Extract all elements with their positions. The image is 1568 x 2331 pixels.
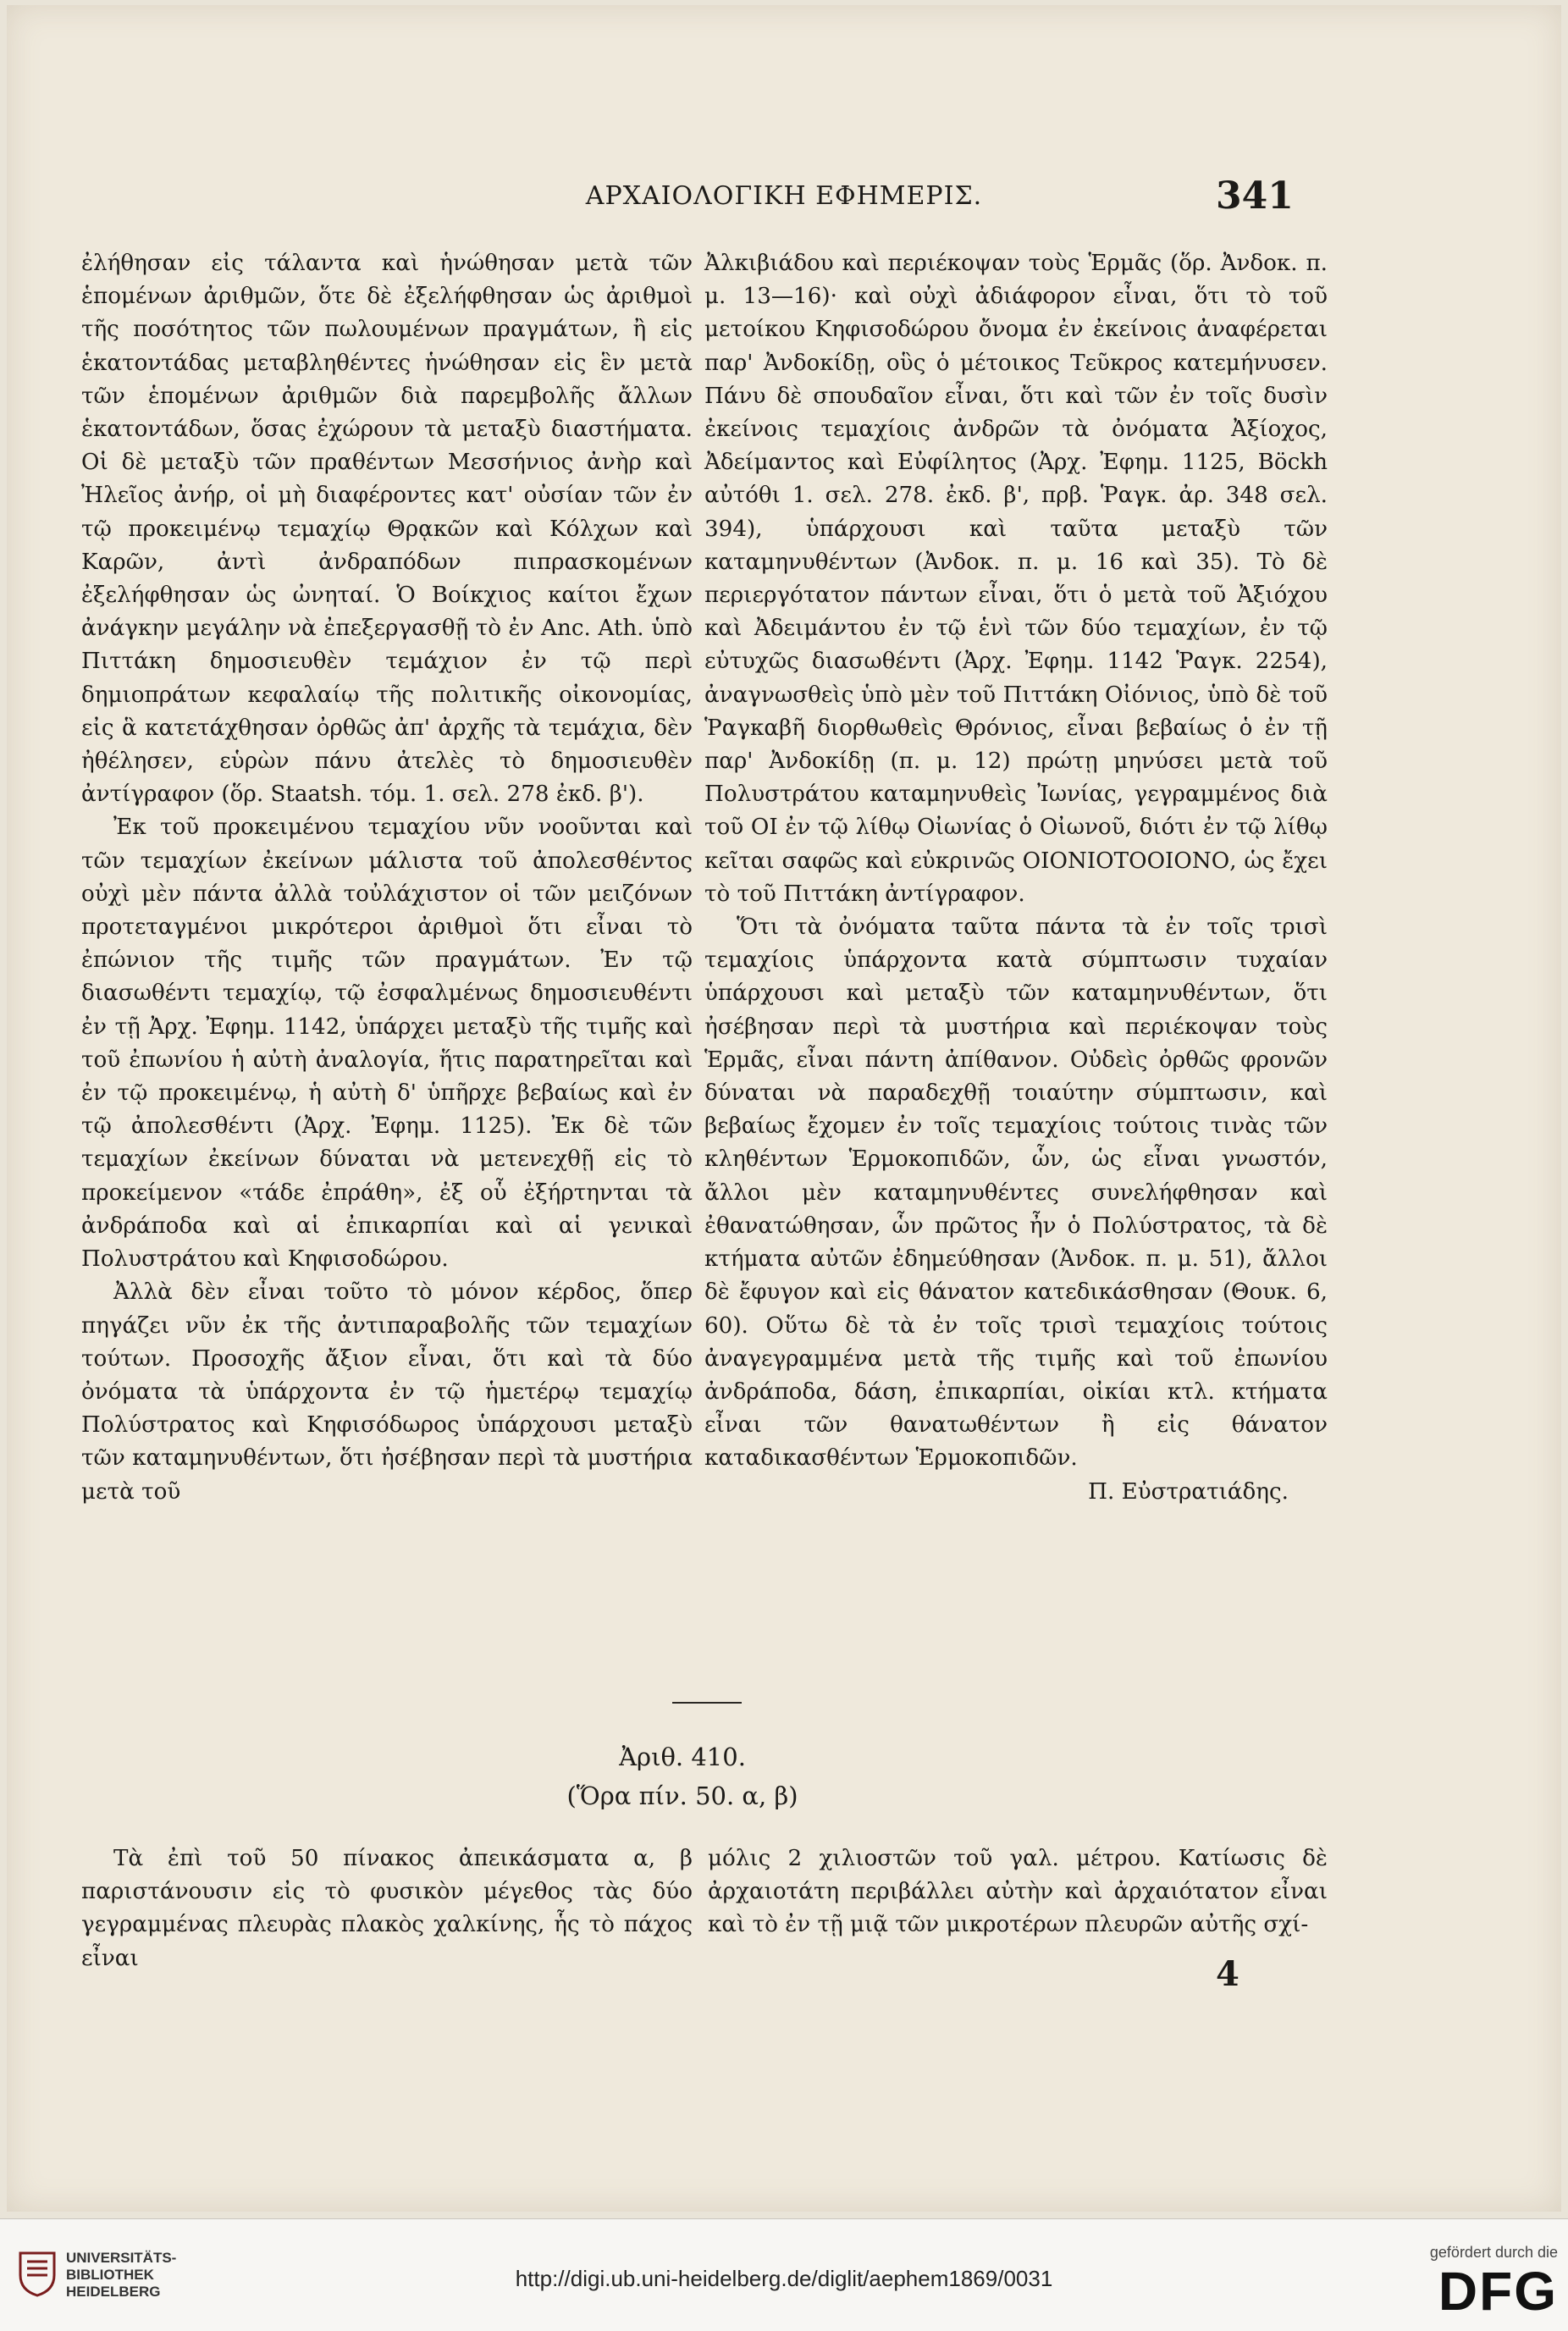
- left-column: [81, 247, 693, 1509]
- paragraph: μόλις 2 χιλιοστῶν τοῦ γαλ. μέτρου. Κατίωσις δὲ ἀρχαιοτάτη περιβάλλει αὐτὴν καὶ ἀρχαιότατον εἶναι καὶ τὸ ἐν τῇ μιᾷ τῶν μικροτέρων πλευρῶν αὐτῆς σχί-: [708, 1846, 1328, 1938]
- paragraph: Ὅτι τὰ ὀνόματα ταῦτα πάντα τὰ ἐν τοῖς τρισὶ τεμαχίοις ὑπάρχοντα κατὰ σύμπτωσιν τυχαίαν ὑπάρχουσι καὶ μεταξὺ τῶν καταμηνυθέντων, ὅτι ἠσέβησαν περὶ τὰ μυστήρια καὶ περιέκοψαν τοὺς Ἑρμᾶς, εἶναι πάντη ἀπίθανον. Οὐδεὶς ὀρθῶς φρονῶν δύναται νὰ παραδεχθῇ τοιαύτην σύμπτωσιν, καὶ βεβαίως ἔχομεν ἐν τοῖς τεμαχίοις τούτοις τινὰς τῶν κληθέντων Ἑρμοκοπιδῶν, ὧν, ὡς εἶναι γνωστόν, ἄλλοι μὲν καταμηνυθέντες συνελήφθησαν καὶ ἐθανατώθησαν, ὧν πρῶτος ἦν ὁ Πολύστρατος, τὰ δὲ κτήματα αὐτῶν ἐδημεύθησαν (Ἀνδοκ. π. μ. 51), ἄλλοι δὲ ἔφυγον καὶ εἰς θάνατον κατεδικάσθησαν (Θουκ. 6, 60). Οὕτω δὲ τὰ ἐν τοῖς τρισὶ τεμαχίοις τούτοις ἀναγεγραμμένα μετὰ τῆς τιμῆς καὶ τοῦ ἐπωνίου ἀνδράποδα, δάση, ἐπικαρπίαι, οἰκίαι κτλ. κτήματα εἶναι τῶν θανατωθέντων ἢ εἰς θάνατον καταδικασθέντων Ἑρμοκοπιδῶν.: [704, 914, 1328, 1472]
- institution-line: HEIDELBERG: [66, 2284, 161, 2300]
- paragraph: Ἀλκιβιάδου καὶ περιέκοψαν τοὺς Ἑρμᾶς (ὅρ. Ἀνδοκ. π. μ. 13—16)· καὶ οὐχὶ ἀδιάφορον εἶναι, ὅτι τὸ τοῦ μετοίκου Κηφισοδώρου ὄνομα ἐν ἐκείνοις ἀναφέρεται παρ' Ἀνδοκίδῃ, οὓς ὁ μέτοικος Τεῦκρος κατεμήνυσεν. Πάνυ δὲ σπουδαῖον εἶναι, ὅτι καὶ τῶν ἐν τοῖς δυσὶν ἐκείνοις τεμαχίοις ἀνδρῶν τὰ ὀνόματα Ἀξίοχος, Ἀδείμαντος καὶ Εὐφίλητος (Ἀρχ. Ἐφημ. 1125, Böckh αὐτόθι 1. σελ. 278. ἐκδ. β', πρβ. Ῥαγκ. ἀρ. 348 σελ. 394), ὑπάρχουσι καὶ ταῦτα μεταξὺ τῶν καταμηνυθέντων (Ἀνδοκ. π. μ. 16 καὶ 35). Τὸ δὲ περιεργότατον πάντων εἶναι, ὅτι ὁ μετὰ τοῦ Ἀξιόχου καὶ Ἀδειμάντου ἐν τῷ ἑνὶ τῶν δύο τεμαχίων, ἐν τῷ εὐτυχῶς διασωθέντι (Ἀρχ. Ἐφημ. 1142 Ῥαγκ. 2254), ἀναγνωσθεὶς ὑπὸ μὲν τοῦ Πιττάκη Οἰόνιος, ὑπὸ δὲ τοῦ Ῥαγκαβῆ διορθωθεὶς Θρόνιος, εἶναι βεβαίως ὁ ἐν τῇ παρ' Ἀνδοκίδῃ (π. μ. 12) πρώτῃ μηνύσει μετὰ τοῦ Πολυστράτου καταμηνυθεὶς Ἰωνίας, γεγραμμένος διὰ τοῦ ΟΙ ἐν τῷ λίθῳ Οἰωνίας ὁ Οἰωνοῦ, διότι ἐν τῷ λίθῳ κεῖται σαφῶς καὶ εὐκρινῶς ΟΙΟΝΙΟΤΟΟΙΟΝΟ, ὡς ἔχει τὸ τοῦ Πιττάκη ἀντίγραφον.: [704, 251, 1328, 907]
- paragraph: Ἀλλὰ δὲν εἶναι τοῦτο τὸ μόνον κέρδος, ὅπερ πηγάζει νῦν ἐκ τῆς ἀντιπαραβολῆς τῶν τεμαχίων τούτων. Προσοχῆς ἄξιον εἶναι, ὅτι καὶ τὰ δύο ὀνόματα τὰ ὑπάρχοντα ἐν τῷ ἡμετέρῳ τεμαχίῳ Πολύστρατος καὶ Κηφισόδωρος ὑπάρχουσι μεταξὺ τῶν καταμηνυθέντων, ὅτι ἠσέβησαν περὶ τὰ μυστήρια μετὰ τοῦ: [81, 1279, 693, 1505]
- institution-line: BIBLIOTHEK: [66, 2267, 154, 2283]
- running-title: ΑΡΧΑΙΟΛΟΓΙΚΗ ΕΦΗΜΕΡΙΣ.: [585, 181, 983, 211]
- article-left-column: [81, 1842, 693, 1975]
- article-number: Ἀριθ. 410.: [619, 1743, 746, 1771]
- journal-page: [7, 5, 1561, 2212]
- plate-reference: (Ὅρα πίν. 50. α, β): [566, 1781, 798, 1810]
- funder-credit: [1389, 2244, 1558, 2321]
- author-signature: Π. Εὐστρατιάδης.: [1088, 1478, 1289, 1505]
- dfg-logo: DFG: [1438, 2261, 1558, 2322]
- article-right-column: [708, 1842, 1328, 1942]
- printer-signature-mark: 4: [1216, 1954, 1239, 1994]
- source-url[interactable]: http://digi.ub.uni-heidelberg.de/diglit/aephem1869/0031: [515, 2266, 1053, 2291]
- page-number: 341: [1216, 174, 1294, 218]
- paragraph: Τὰ ἐπὶ τοῦ 50 πίνακος ἀπεικάσματα α, β παριστάνουσιν εἰς τὸ φυσικὸν μέγεθος τὰς δύο γεγραμμένας πλευρὰς πλακὸς χαλκίνης, ἧς τὸ πάχος εἶναι: [81, 1846, 693, 1971]
- funder-label: gefördert durch die: [1429, 2244, 1558, 2261]
- section-divider: [672, 1702, 742, 1704]
- right-column: [704, 247, 1328, 1509]
- paragraph: Ἐκ τοῦ προκειμένου τεμαχίου νῦν νοοῦνται καὶ τῶν τεμαχίων ἐκείνων μάλιστα τοῦ ἀπολεσθέντος οὐχὶ μὲν πάντα ἀλλὰ τοὐλάχιστον οἱ τῶν μειζόνων προτεταγμένοι μικρότεροι ἀριθμοὶ ὅτι εἶναι τὸ ἐπώνιον τῆς τιμῆς τῶν πραγμάτων. Ἐν τῷ διασωθέντι τεμαχίῳ, τῷ ἐσφαλμένως δημοσιευθέντι ἐν τῇ Ἀρχ. Ἐφημ. 1142, ὑπάρχει μεταξὺ τῆς τιμῆς καὶ τοῦ ἐπωνίου ἡ αὐτὴ ἀναλογία, ἥτις παρατηρεῖται καὶ ἐν τῷ προκειμένῳ, ἡ αὐτὴ δ' ὑπῆρχε βεβαίως καὶ ἐν τῷ ἀπολεσθέντι (Ἀρχ. Ἐφημ. 1125). Ἐκ δὲ τῶν τεμαχίων ἐκείνων δύναται νὰ μετενεχθῇ εἰς τὸ προκείμενον «τάδε ἐπράθη», ἐξ οὗ ἐξήρτηνται τὰ ἀνδράποδα καὶ αἱ ἐπικαρπίαι καὶ αἱ γενικαὶ Πολυστράτου καὶ Κηφισοδώρου.: [81, 815, 693, 1273]
- paragraph: ἐλήθησαν εἰς τάλαντα καὶ ἡνώθησαν μετὰ τῶν ἑπομένων ἀριθμῶν, ὅτε δὲ ἐξελήφθησαν ὡς ἀριθμοὶ τῆς ποσότητος τῶν πωλουμένων πραγμάτων, ἢ εἰς ἑκατοντάδας μεταβληθέντες ἡνώθησαν εἰς ἓν μετὰ τῶν ἑπομένων ἀριθμῶν διὰ παρεμβολῆς ἄλλων ἑκατοντάδων, ὅσας ἐχώρουν τὰ μεταξὺ διαστήματα. Οἱ δὲ μεταξὺ τῶν πραθέντων Μεσσήνιος ἀνὴρ καὶ Ἠλεῖος ἀνήρ, οἱ μὴ διαφέροντες κατ' οὐσίαν τῶν ἐν τῷ προκειμένῳ τεμαχίῳ Θρᾳκῶν καὶ Κόλχων καὶ Καρῶν, ἀντὶ ἀνδραπόδων πιπρασκομένων ἐξελήφθησαν ὡς ὠνηταί. Ὁ Βοίκχιος καίτοι ἔχων ἀνάγκην μεγάλην νὰ ἐπεξεργασθῇ τὸ ἐν Anc. Ath. ὑπὸ Πιττάκη δημοσιευθὲν τεμάχιον ἐν τῷ περὶ δημιοπράτων κεφαλαίῳ τῆς πολιτικῆς οἰκονομίας, εἰς ἃ κατετάχθησαν ὀρθῶς ἀπ' ἀρχῆς τὰ τεμάχια, δὲν ἠθέλησεν, εὑρὼν πάνυ ἀτελὲς τὸ δημοσιευθὲν ἀντίγραφον (ὅρ. Staatsh. τόμ. 1. σελ. 278 ἐκδ. β').: [81, 251, 693, 808]
- institution-line: UNIVERSITÄTS-: [66, 2250, 177, 2266]
